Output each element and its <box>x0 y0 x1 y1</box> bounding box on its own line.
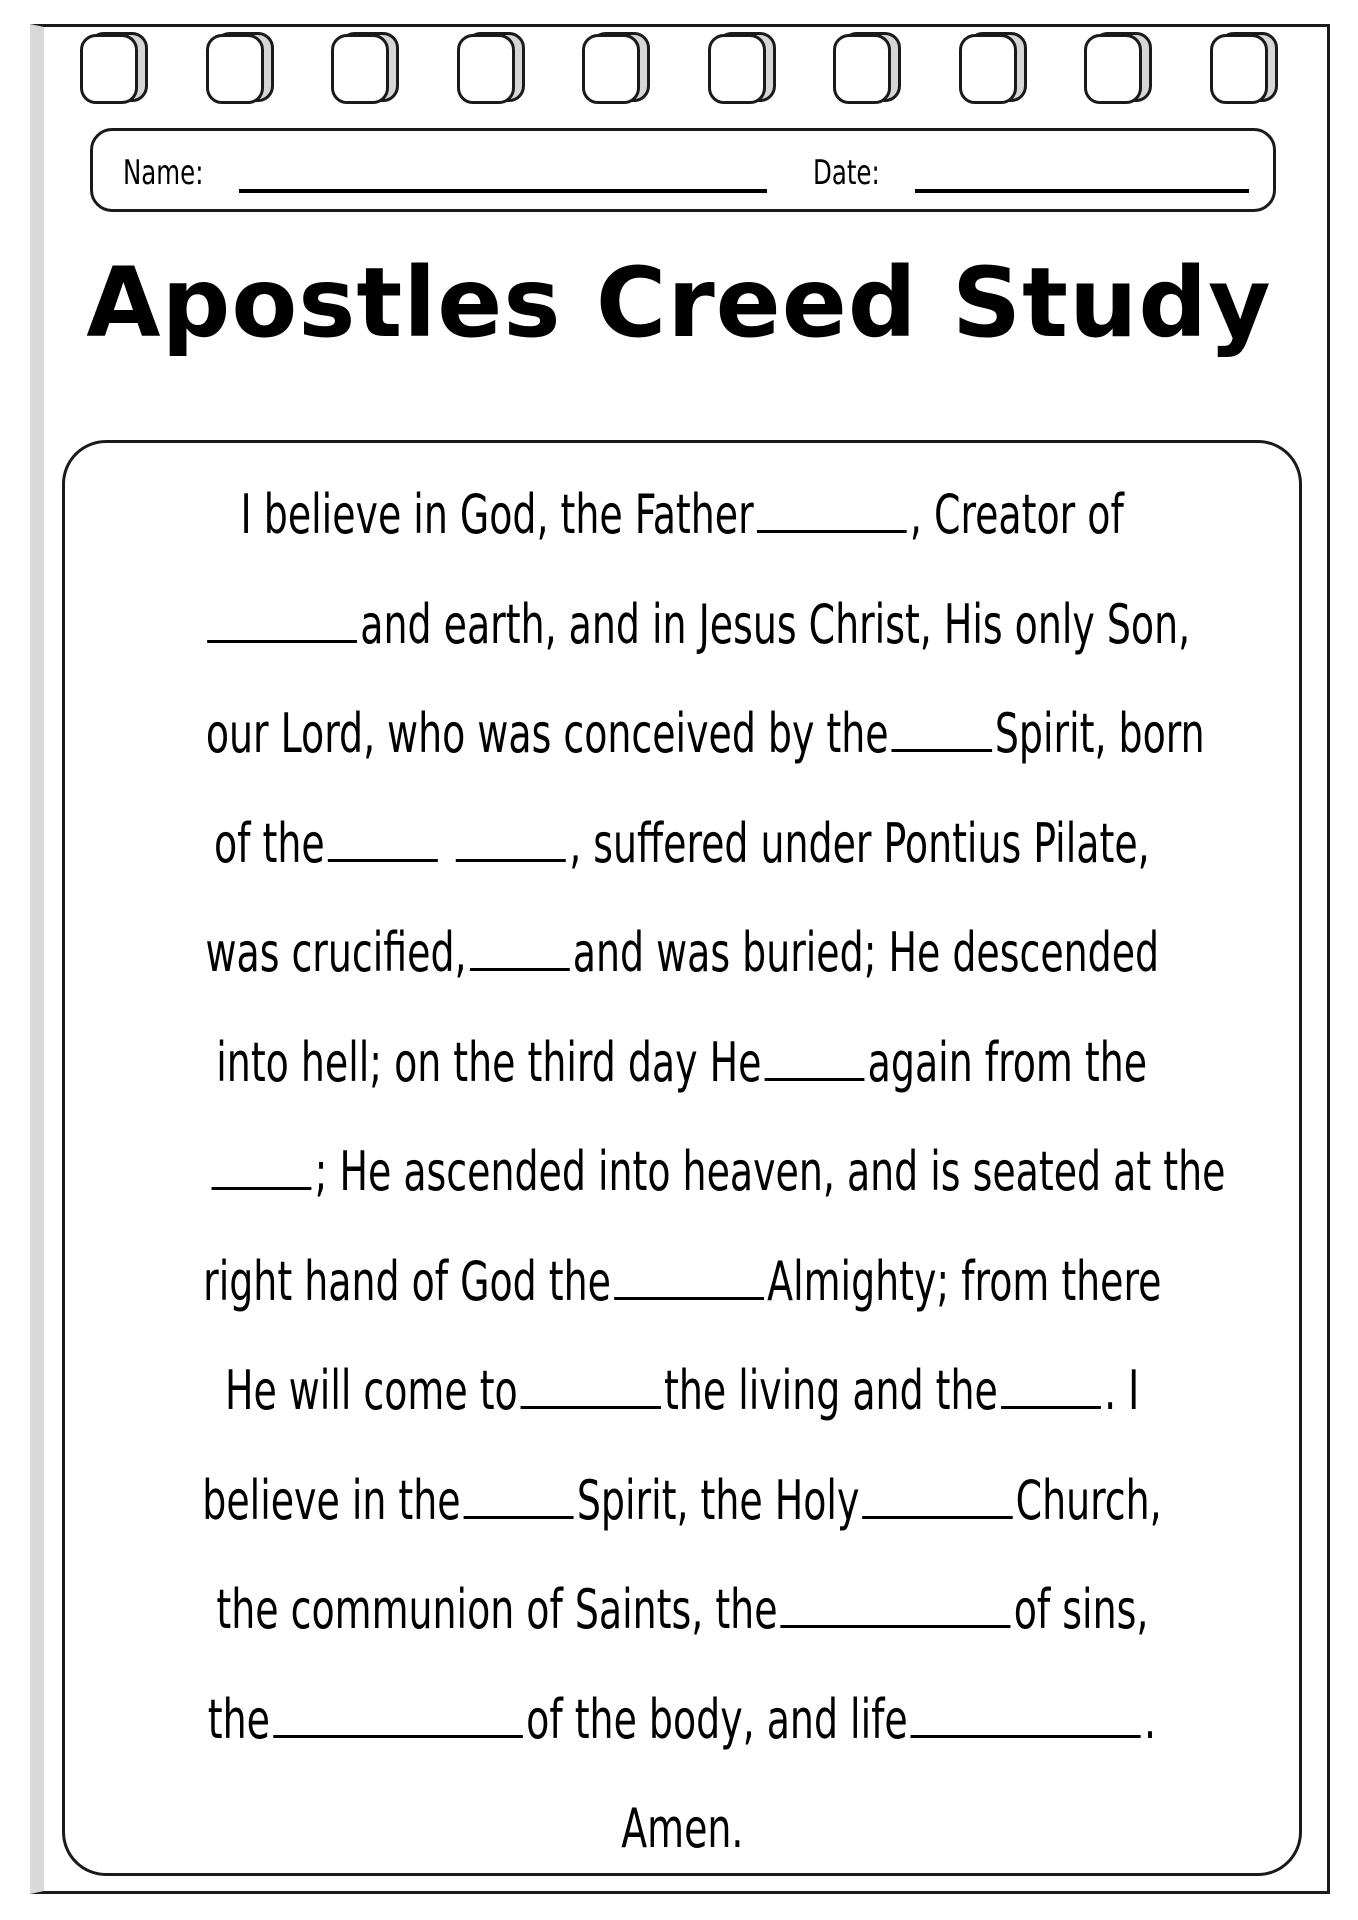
creed-text: Spirit, the Holy <box>576 1468 860 1532</box>
creed-text: . I <box>1103 1359 1140 1422</box>
creed-text: of sins, <box>1013 1578 1148 1641</box>
creed-line-content <box>620 1797 744 1860</box>
creed-text-box <box>62 440 1302 1876</box>
creed-line <box>65 1140 1299 1203</box>
fill-in-blank[interactable] <box>614 1297 764 1300</box>
creed-line-content <box>240 483 1124 546</box>
fill-in-blank[interactable] <box>757 530 907 533</box>
creed-text: again from the <box>868 1030 1148 1094</box>
notebook-ring <box>80 30 146 106</box>
creed-text: and was buried; He descended <box>572 921 1159 984</box>
creed-line <box>65 592 1299 656</box>
ring-face <box>582 34 640 104</box>
creed-line-content <box>204 592 1191 656</box>
fill-in-blank[interactable] <box>765 1078 865 1081</box>
notebook-ring <box>331 30 397 106</box>
fill-in-blank[interactable] <box>273 1735 523 1738</box>
creed-text: of the <box>214 811 325 875</box>
creed-line-content <box>216 1578 1148 1641</box>
fill-in-blank[interactable] <box>469 968 569 971</box>
creed-text: Spirit, born <box>994 702 1205 765</box>
creed-line <box>65 1249 1299 1313</box>
creed-line <box>65 1797 1299 1860</box>
creed-text: , Creator of <box>909 483 1124 546</box>
name-label: Name: <box>123 153 204 193</box>
creed-text: the communion of Saints, the <box>216 1578 778 1641</box>
creed-text: our Lord, who was conceived by the <box>205 702 889 765</box>
creed-line <box>65 1468 1299 1532</box>
date-label: Date: <box>813 153 880 193</box>
fill-in-blank[interactable] <box>328 859 438 862</box>
creed-line <box>65 702 1299 765</box>
fill-in-blank[interactable] <box>892 749 992 752</box>
fill-in-blank[interactable] <box>863 1516 1013 1519</box>
notebook-rings <box>80 30 1290 110</box>
creed-line-content <box>207 1687 1157 1751</box>
creed-text: I believe in God, the Father <box>240 483 754 546</box>
creed-line <box>65 921 1299 984</box>
creed-text: . <box>1144 1687 1157 1751</box>
creed-text <box>441 812 453 875</box>
ring-face <box>833 34 891 104</box>
date-line <box>915 189 1249 193</box>
ring-face <box>959 34 1017 104</box>
creed-line-content <box>202 1249 1162 1313</box>
creed-text: the <box>207 1687 271 1751</box>
fill-in-blank[interactable] <box>456 859 566 862</box>
ring-face <box>331 34 389 104</box>
creed-text: Amen. <box>620 1797 744 1860</box>
creed-line-content <box>216 1030 1148 1094</box>
creed-line <box>65 811 1299 875</box>
notebook-ring <box>959 30 1025 106</box>
creed-line-content <box>202 1468 1162 1532</box>
creed-line-content <box>214 811 1150 875</box>
fill-in-blank[interactable] <box>212 1187 312 1190</box>
creed-line-content <box>205 921 1159 984</box>
creed-line <box>65 1687 1299 1751</box>
creed-line-content <box>205 702 1205 765</box>
fill-in-blank[interactable] <box>464 1516 574 1519</box>
creed-text: and earth, and in Jesus Christ, His only Son, <box>360 592 1191 656</box>
fill-in-blank[interactable] <box>1001 1406 1101 1409</box>
notebook-ring <box>833 30 899 106</box>
creed-text: was crucified, <box>205 921 467 984</box>
creed-line <box>65 1578 1299 1641</box>
ring-face <box>206 34 264 104</box>
creed-text: , suffered under Pontius Pilate, <box>569 811 1150 875</box>
ring-face <box>1084 34 1142 104</box>
fill-in-blank[interactable] <box>521 1406 661 1409</box>
notebook-ring <box>206 30 272 106</box>
creed-line-content <box>224 1359 1140 1422</box>
creed-text: He will come to <box>224 1359 518 1422</box>
name-date-box <box>90 128 1276 212</box>
creed-line <box>65 1359 1299 1422</box>
notebook-ring <box>582 30 648 106</box>
ring-face <box>1210 34 1268 104</box>
fill-in-blank[interactable] <box>911 1735 1141 1738</box>
notebook-ring <box>457 30 523 106</box>
ring-face <box>457 34 515 104</box>
notebook-ring <box>708 30 774 106</box>
notebook-ring <box>1084 30 1150 106</box>
creed-text: right hand of God the <box>202 1249 611 1313</box>
fill-in-blank[interactable] <box>207 640 357 643</box>
page-title: Apostles Creed Study <box>86 247 1272 359</box>
creed-line <box>65 483 1299 546</box>
ring-face <box>708 34 766 104</box>
name-line <box>239 189 767 193</box>
creed-text: into hell; on the third day He <box>216 1030 762 1094</box>
creed-text: ; He ascended into heaven, and is seated at the <box>314 1140 1226 1203</box>
ring-face <box>80 34 138 104</box>
creed-text: the living and the <box>663 1359 998 1422</box>
creed-text: Almighty; from there <box>766 1249 1162 1313</box>
fill-in-blank[interactable] <box>780 1625 1010 1628</box>
creed-text: believe in the <box>202 1468 461 1532</box>
notebook-ring <box>1210 30 1276 106</box>
creed-line <box>65 1030 1299 1094</box>
creed-line-content <box>208 1140 1226 1203</box>
creed-text: of the body, and life <box>526 1687 908 1751</box>
creed-text: Church, <box>1015 1468 1162 1532</box>
